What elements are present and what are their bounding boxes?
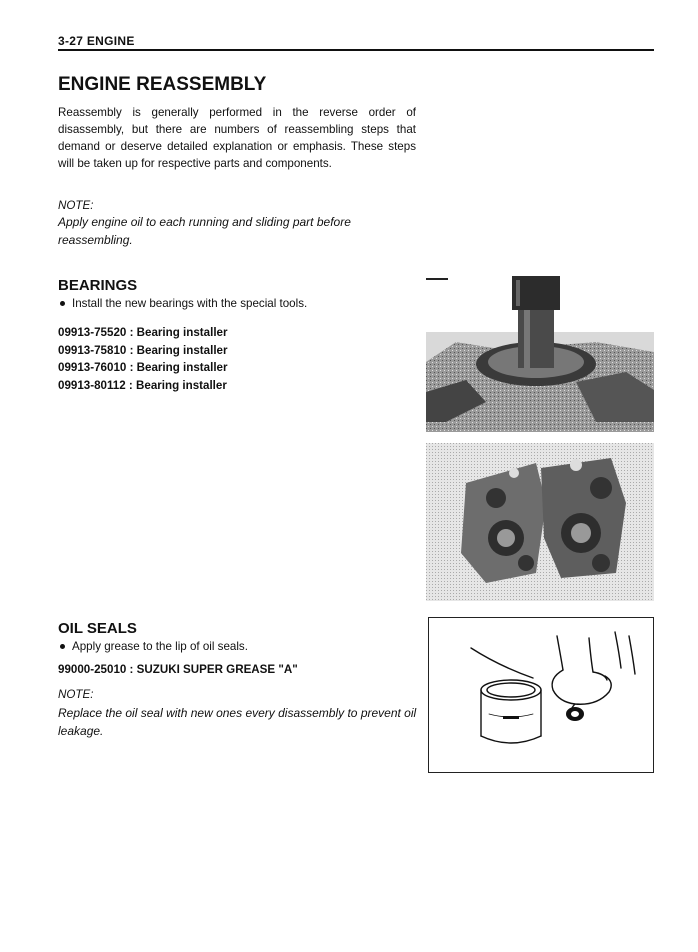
oil-seals-note-text: Replace the oil seal with new ones every disassembly to prevent oil leakage. (58, 706, 417, 738)
tool-list (58, 324, 228, 394)
oil-seals-heading: OIL SEALS (58, 620, 137, 637)
page-title: ENGINE REASSEMBLY (58, 74, 267, 95)
bearing-installer-photo (426, 272, 654, 432)
intro-paragraph: Reassembly is generally performed in the reverse order of disassembly, but there are numbers of reassembling steps that demand or deserve detailed explanation or emphasis. These steps will be taken up for respective parts and components. (58, 106, 416, 170)
tool-row: 09913-80112 : Bearing installer (58, 378, 227, 392)
crankcase-halves-photo (426, 443, 654, 601)
header-rule (58, 49, 654, 51)
bullet-dot (60, 301, 65, 306)
bearings-heading: BEARINGS (58, 277, 138, 294)
tool-part-number: 09913-76010 (58, 361, 127, 374)
oil-seals-bullet (60, 640, 248, 653)
grease-spec: 99000-25010 : SUZUKI SUPER GREASE "A" (58, 663, 298, 676)
oil-seals-note-label: NOTE: (58, 688, 94, 701)
tool-part-number: 09913-75810 (58, 343, 127, 357)
tool-part-number: 09913-80112 (58, 378, 126, 392)
tool-description: Bearing installer (136, 343, 228, 357)
page-header: 3-27 ENGINE (58, 34, 135, 48)
tool-part-number: 09913-75520 (58, 326, 127, 339)
tool-description: Bearing installer (136, 326, 228, 339)
grease-application-illustration (428, 617, 654, 773)
bearings-bullet-text: Install the new bearings with the special tools. (72, 297, 308, 310)
tool-description: Bearing installer (136, 361, 228, 374)
bearings-bullet (60, 297, 307, 310)
tool-row: 09913-76010 : Bearing installer (58, 361, 228, 374)
bullet-dot (60, 644, 65, 649)
oil-seals-bullet-text: Apply grease to the lip of oil seals. (72, 640, 248, 653)
tool-row: 09913-75810 : Bearing installer (58, 343, 228, 357)
tool-description: Bearing installer (136, 378, 227, 392)
note-text: Apply engine oil to each running and sliding part before reassembling. (58, 215, 351, 247)
note-label: NOTE: (58, 199, 94, 212)
tool-row: 09913-75520 : Bearing installer (58, 326, 228, 339)
